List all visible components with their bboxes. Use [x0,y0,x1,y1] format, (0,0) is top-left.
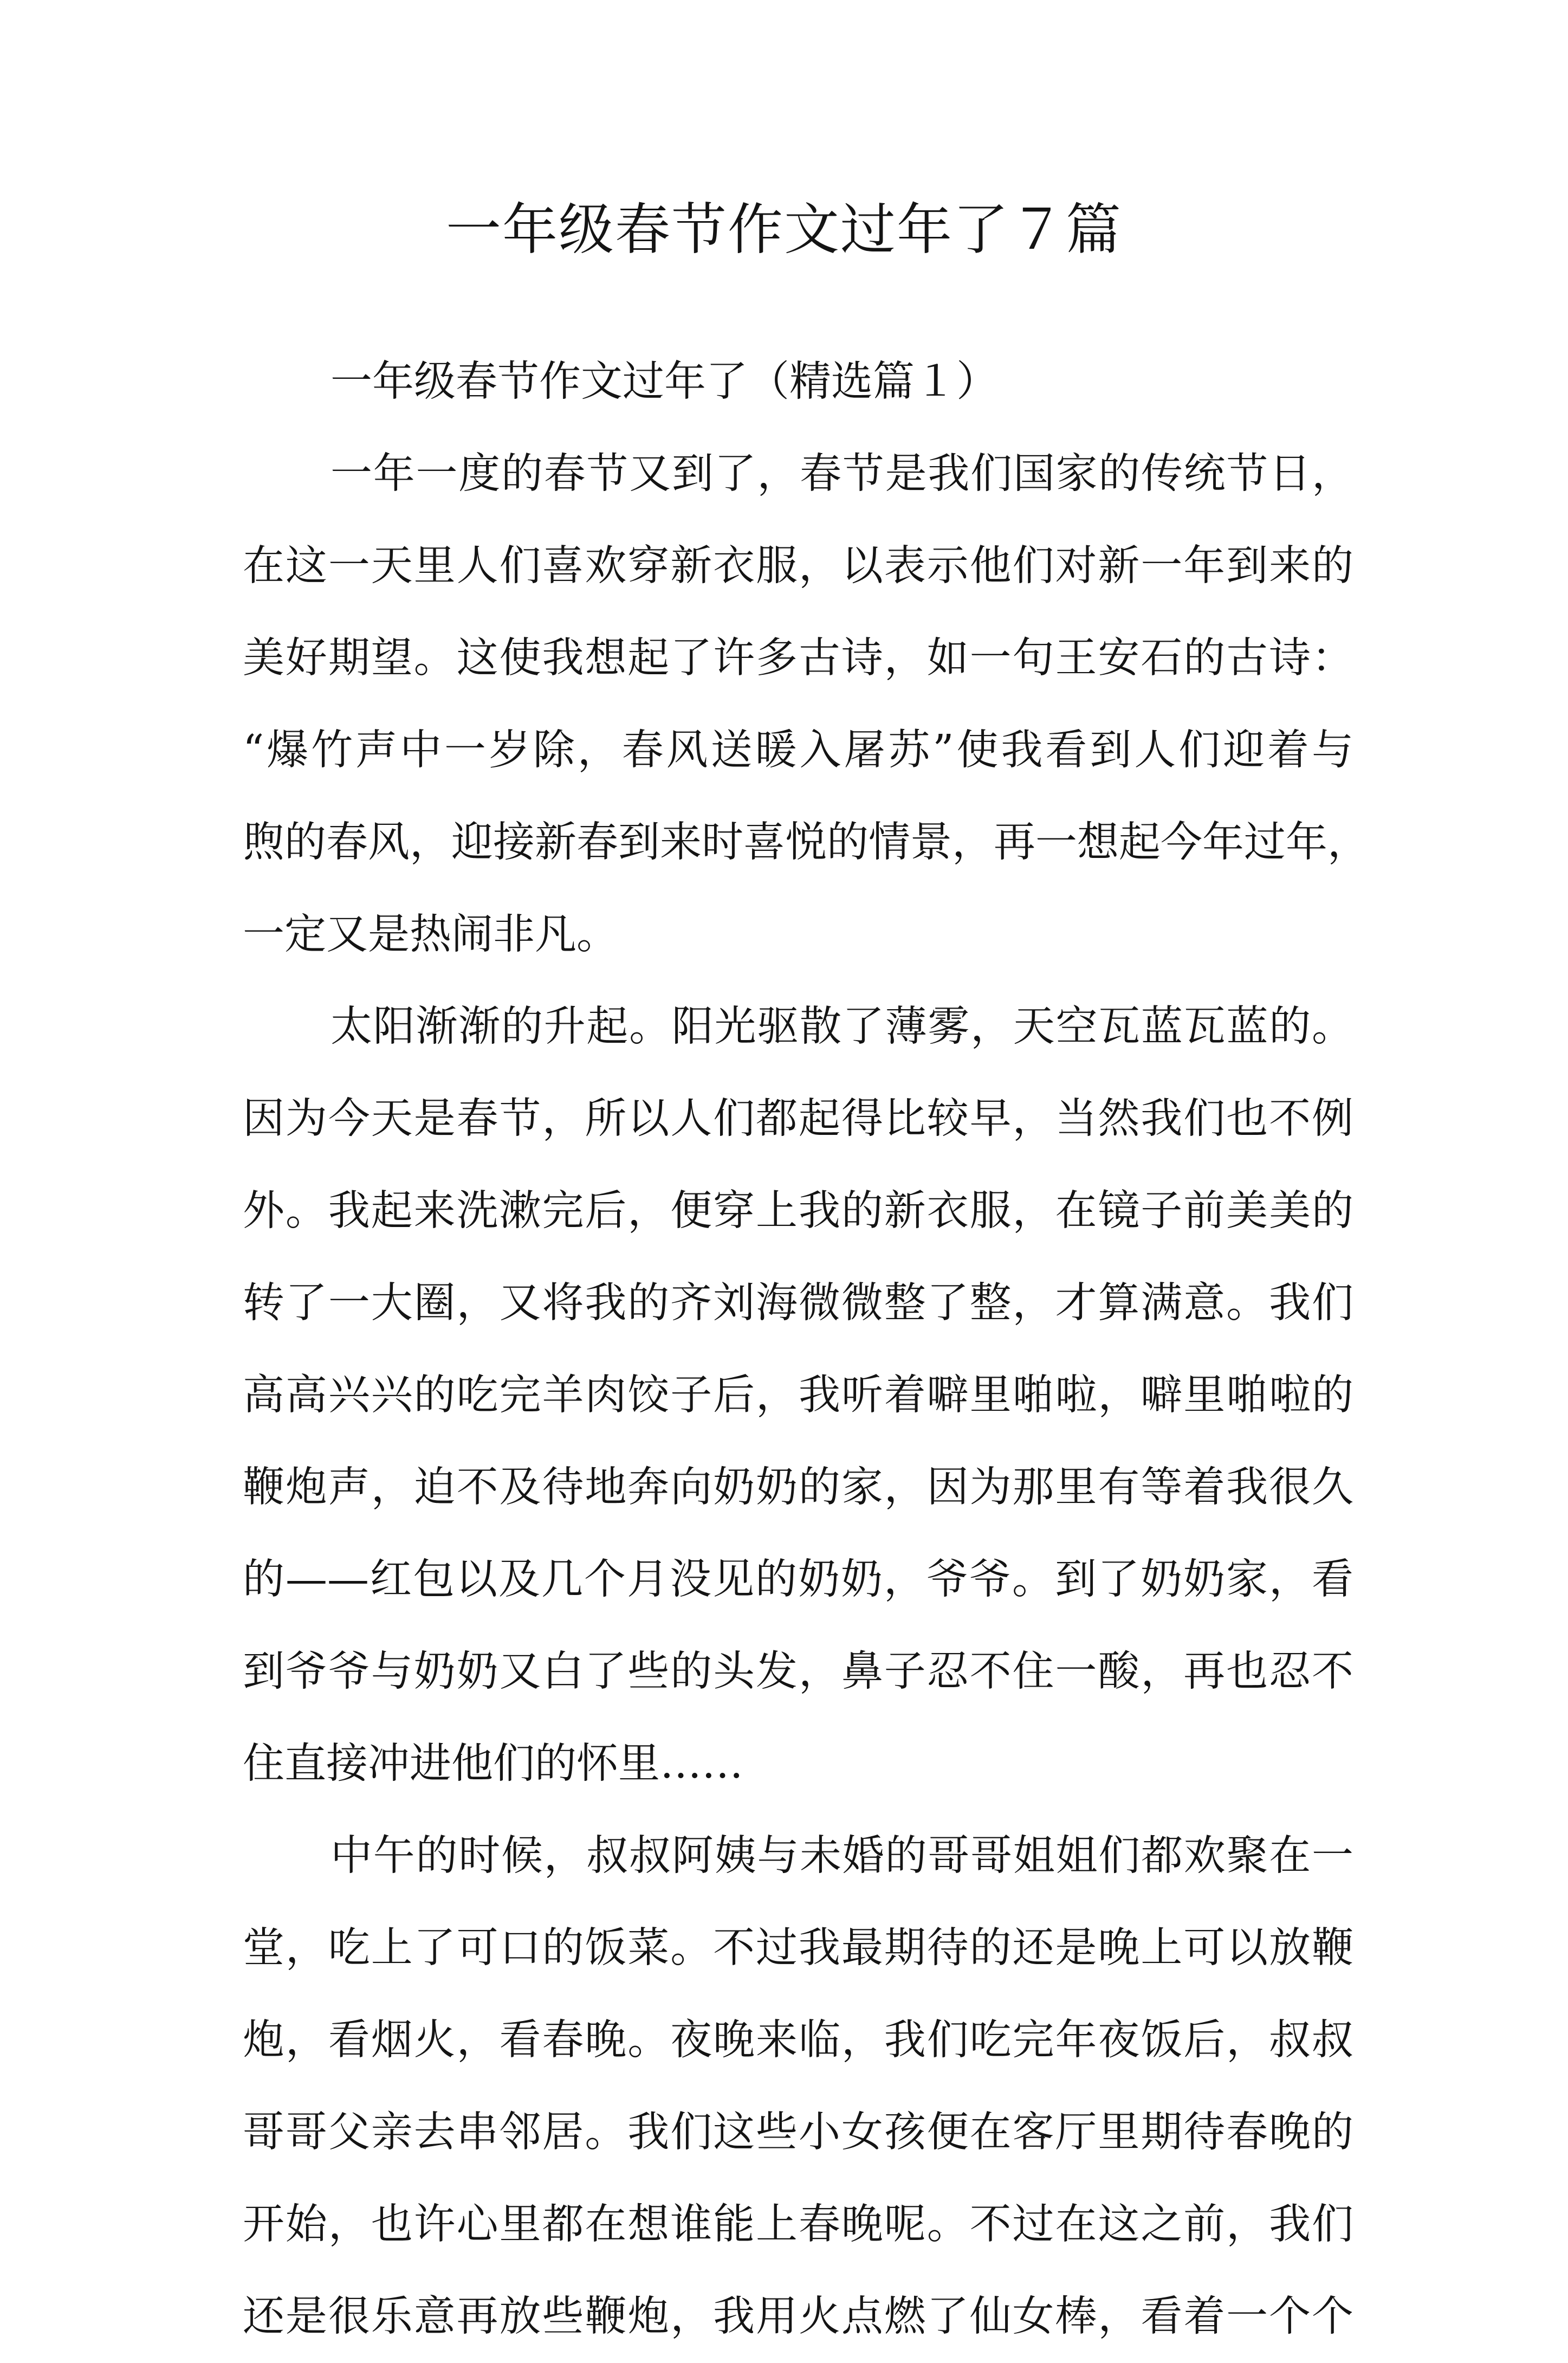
paragraph-line: 到爷爷与奶奶又白了些的头发，鼻子忍不住一酸，再也忍不 [243,1648,1353,1696]
paragraph-line: 美好期望。这使我想起了许多古诗，如一句王安石的古诗： [243,634,1353,682]
paragraph-line: 鞭炮声，迫不及待地奔向奶奶的家，因为那里有等着我很久 [243,1463,1353,1512]
paragraph-line: 一定又是热闹非凡。 [243,911,618,959]
paragraph-line: 住直接冲进他们的怀里…… [243,1740,743,1788]
paragraph-line: 煦的春风，迎接新春到来时喜悦的情景，再一想起今年过年， [243,818,1369,867]
paragraph-line: 中午的时候，叔叔阿姨与未婚的哥哥姐姐们都欢聚在一 [331,1832,1353,1880]
paragraph-line: 堂，吃上了可口的饭菜。不过我最期待的还是晚上可以放鞭 [243,1924,1353,1972]
paragraph-line: 外。我起来洗漱完后，便穿上我的新衣服，在镜子前美美的 [243,1187,1353,1235]
paragraph-line: 的——红包以及几个月没见的奶奶，爷爷。到了奶奶家，看 [243,1555,1353,1604]
paragraph-line: 开始，也许心里都在想谁能上春晚呢。不过在这之前，我们 [243,2200,1353,2249]
paragraph-line: “爆竹声中一岁除，春风送暖入屠苏”使我看到人们迎着与 [243,726,1353,774]
document-title: 一年级春节作文过年了７篇 [446,198,1122,262]
paragraph-line: 因为今天是春节，所以人们都起得比较早，当然我们也不例 [243,1095,1353,1143]
paragraph-line: 太阳渐渐的升起。阳光驱散了薄雾，天空瓦蓝瓦蓝的。 [331,1003,1353,1051]
document-body [243,336,1369,2363]
paragraph-line: 哥哥父亲去串邻居。我们这些小女孩便在客厅里期待春晚的 [243,2108,1353,2157]
paragraph-line: 一年一度的春节又到了，春节是我们国家的传统节日， [331,450,1353,498]
paragraph-line: 转了一大圈，又将我的齐刘海微微整了整，才算满意。我们 [243,1279,1353,1327]
section-heading: 一年级春节作文过年了（精选篇１） [331,358,998,406]
paragraph-line: 在这一天里人们喜欢穿新衣服，以表示他们对新一年到来的 [243,542,1353,590]
paragraph-line: 高高兴兴的吃完羊肉饺子后，我听着噼里啪啦，噼里啪啦的 [243,1371,1353,1419]
paragraph-line: 还是很乐意再放些鞭炮，我用火点燃了仙女棒，看着一个个 [243,2293,1353,2341]
paragraph-line: 炮，看烟火，看春晚。夜晚来临，我们吃完年夜饭后，叔叔 [243,2016,1353,2064]
